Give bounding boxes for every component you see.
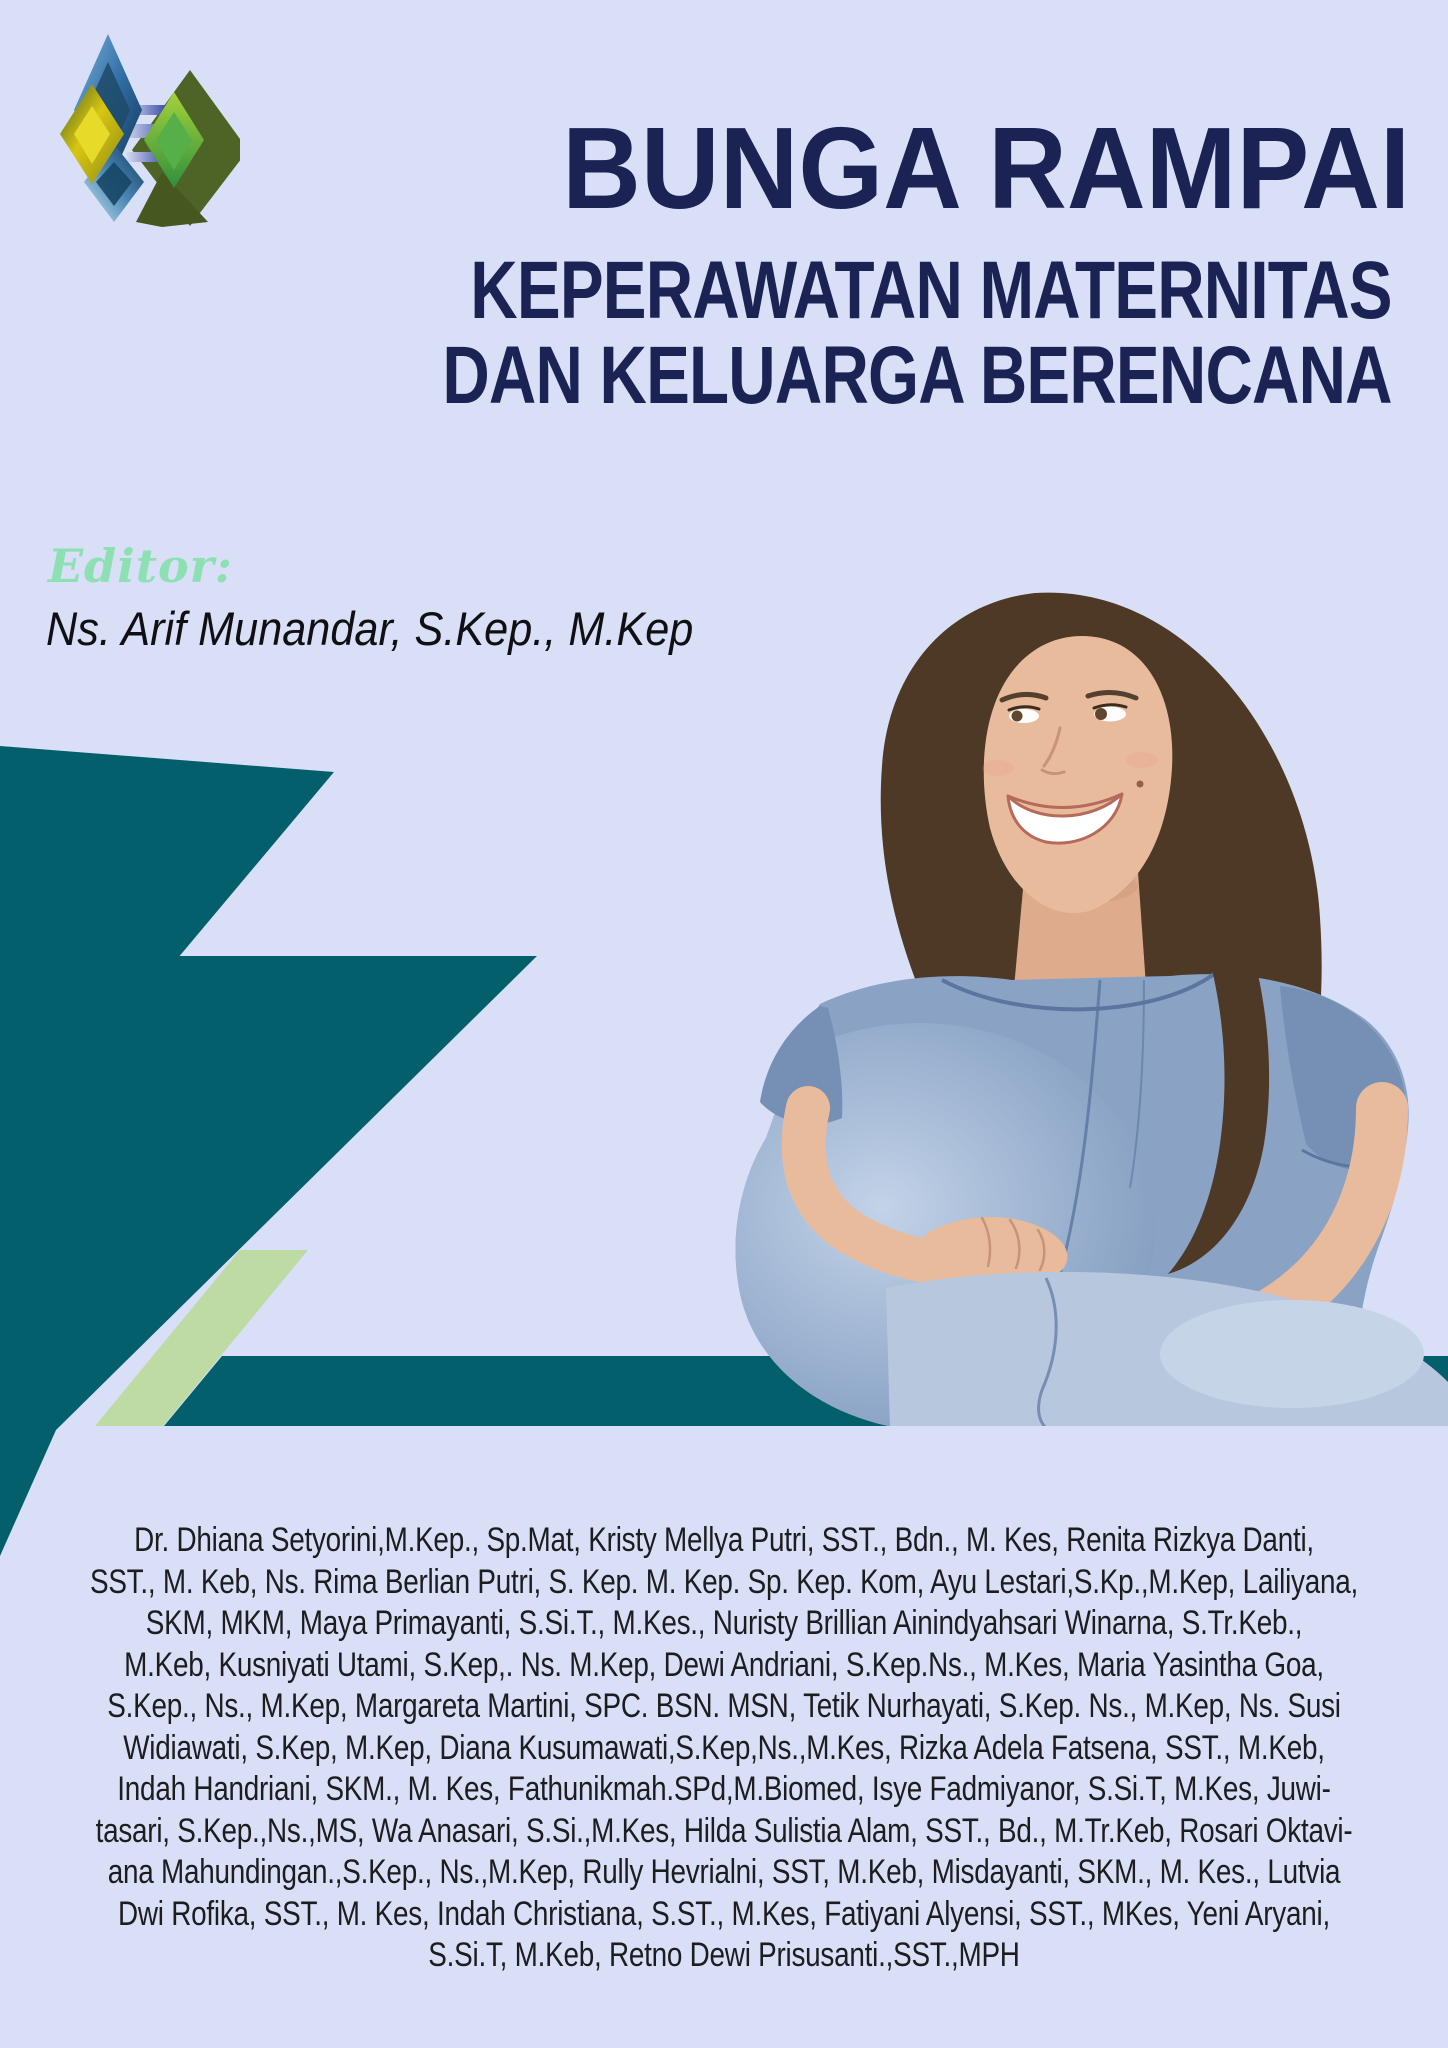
author-line: Widiawati, S.Kep, M.Kep, Diana Kusumawati,S.Kep,Ns.,M.Kes, Rizka Adela Fatsena, SST., M.Keb,: [123, 1728, 1325, 1767]
publisher-logo: [40, 22, 240, 227]
author-line: S.Kep., Ns., M.Kep, Margareta Martini, SPC. BSN. MSN, Tetik Nurhayati, S.Kep. Ns., M.Kep, Ns. Susi: [107, 1687, 1341, 1725]
author-line: ana Mahundingan.,S.Kep., Ns.,M.Kep, Rully Hevrialni, SST, M.Keb, Misdayanti, SKM., M. Kes., Lutvia: [107, 1853, 1341, 1891]
subtitle-line-1: KEPERAWATAN MATERNITAS: [470, 245, 1392, 336]
author-line: Dwi Rofika, SST., M. Kes, Indah Christiana, S.ST., M.Kes, Fatiyani Alyensi, SST., MKes, Yeni Aryani,: [118, 1894, 1330, 1933]
woman-knee: [1160, 1300, 1424, 1408]
subtitle-line-2: DAN KELUARGA BERENCANA: [442, 330, 1392, 421]
author-line: Dr. Dhiana Setyorini,M.Kep., Sp.Mat, Kristy Mellya Putri, SST., Bdn., M. Kes, Renita Rizkya Danti,: [134, 1521, 1314, 1559]
author-line: SST., M. Keb, Ns. Rima Berlian Putri, S. Kep. M. Kep. Sp. Kep. Kom, Ayu Lestari,S.Kp.,M.Kep, Lailiyana,: [89, 1562, 1359, 1601]
author-line: SKM, MKM, Maya Primayanti, S.Si.T., M.Kes., Nuristy Brillian Ainindyahsari Winarna, S.Tr.Keb.,: [145, 1604, 1303, 1642]
author-list: [90, 1520, 1358, 1977]
woman-beauty-mark: [1137, 781, 1144, 788]
author-line: M.Keb, Kusniyati Utami, S.Kep,. Ns. M.Kep, Dewi Andriani, S.Kep.Ns., M.Kes, Maria Yasintha Goa,: [124, 1645, 1324, 1684]
editor-label: Editor:: [48, 539, 233, 593]
editor-name: Ns. Arif Munandar, S.Kep., M.Kep: [46, 602, 694, 655]
pregnant-woman-photo: [470, 588, 1448, 1426]
author-line: S.Si.T, M.Keb, Retno Dewi Prisusanti.,SST.,MPH: [428, 1936, 1020, 1974]
author-line: tasari, S.Kep.,Ns.,MS, Wa Anasari, S.Si.,M.Kes, Hilda Sulistia Alam, SST., Bd., M.Tr.Keb, Rosari Oktavi-: [95, 1811, 1353, 1850]
book-subtitle: [442, 245, 1392, 421]
book-title: BUNGA RAMPAI: [561, 103, 1410, 233]
author-line: Indah Handriani, SKM., M. Kes, Fathunikmah.SPd,M.Biomed, Isye Fadmiyanor, S.Si.T, M.Kes, Juwi-: [117, 1770, 1331, 1808]
